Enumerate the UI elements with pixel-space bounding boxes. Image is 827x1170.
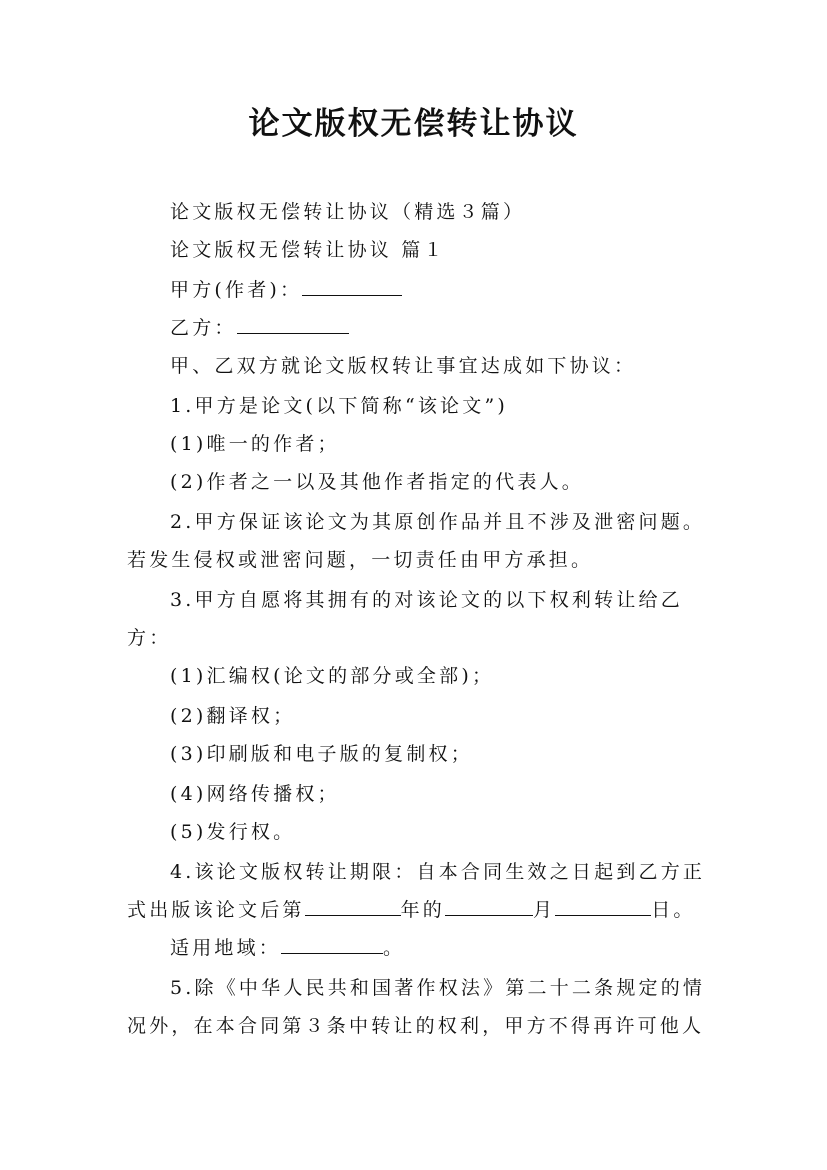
day-blank <box>555 897 651 916</box>
section-heading: 论文版权无偿转让协议 篇１ <box>170 239 446 261</box>
clause-4-text-d: 日。 <box>651 899 696 921</box>
paragraph-line: 甲、乙双方就论文版权转让事宜达成如下协议： <box>170 355 637 377</box>
clause-3-item-1: (1)汇编权(论文的部分或全部)； <box>170 665 495 687</box>
clause-1-item-2: (2)作者之一以及其他作者指定的代表人。 <box>170 471 584 493</box>
clause-3-cont: 方： <box>127 627 172 649</box>
clause-5: 5.除《中华人民共和国著作权法》第二十二条规定的情 <box>170 977 706 999</box>
party-a-label: 甲方(作者)： <box>170 279 303 301</box>
region-label: 适用地域： <box>170 937 282 959</box>
clause-5-cont: 况外，在本合同第３条中转让的权利，甲方不得再许可他人 <box>127 1015 705 1037</box>
year-blank <box>305 897 401 916</box>
clause-3-item-3: (3)印刷版和电子版的复制权； <box>170 743 473 765</box>
clause-1: 1.甲方是论文(以下简称“该论文”) <box>170 395 508 417</box>
region-blank <box>281 935 383 954</box>
clause-4-text-b: 年的 <box>400 899 446 921</box>
clause-3-item-4: (4)网络传播权； <box>170 783 340 805</box>
month-blank <box>445 897 533 916</box>
subtitle-line: 论文版权无偿转让协议（精选３篇） <box>170 201 526 223</box>
clause-4-cont <box>127 896 696 924</box>
clause-3-item-2: (2)翻译权； <box>170 705 296 727</box>
clause-1-item-1: (1)唯一的作者； <box>170 433 340 455</box>
clause-4: 4.该论文版权转让期限：自本合同生效之日起到乙方正 <box>170 861 706 883</box>
clause-4-text-a: 式出版该论文后第 <box>127 899 305 921</box>
clause-3: 3.甲方自愿将其拥有的对该论文的以下权利转让给乙 <box>170 589 683 611</box>
region-line <box>170 934 405 962</box>
document-title: 论文版权无偿转让协议 <box>248 106 579 142</box>
clause-3-item-5: (5)发行权。 <box>170 821 296 843</box>
region-end: 。 <box>383 937 406 959</box>
party-b-blank <box>237 315 349 334</box>
party-b-line <box>170 314 349 342</box>
clause-2-cont: 若发生侵权或泄密问题，一切责任由甲方承担。 <box>127 549 594 571</box>
party-a-line <box>170 276 402 304</box>
clause-4-text-c: 月 <box>533 899 556 921</box>
party-b-label: 乙方： <box>170 317 237 339</box>
clause-2: 2.甲方保证该论文为其原创作品并且不涉及泄密问题。 <box>170 511 706 533</box>
party-a-blank <box>302 277 402 296</box>
